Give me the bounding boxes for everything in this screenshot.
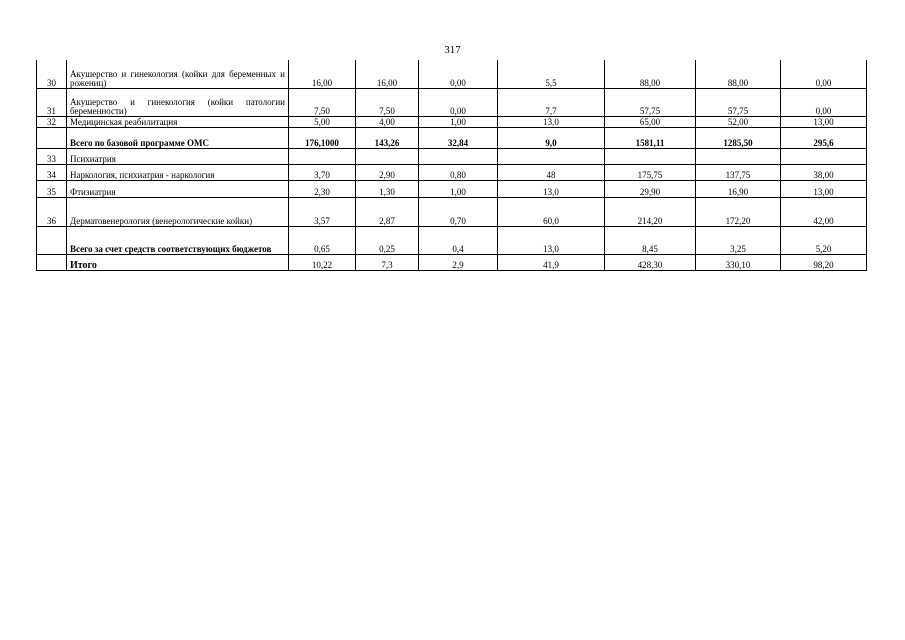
value-cell: 0,00 (781, 60, 867, 88)
data-table (36, 60, 867, 271)
row-name: Всего по базовой программе ОМС (67, 127, 289, 148)
row-name: Дерматовенерология (венерологические койки) (67, 197, 289, 226)
row-number: 33 (37, 148, 67, 164)
table-row-total (37, 127, 867, 148)
row-number (37, 226, 67, 254)
value-cell: 214,20 (605, 197, 696, 226)
value-cell: 5,5 (498, 60, 605, 88)
value-cell: 137,75 (696, 164, 781, 180)
value-cell: 13,00 (781, 116, 867, 127)
value-cell: 1,00 (419, 180, 498, 197)
row-name: Психиатрия (67, 148, 289, 164)
value-cell: 7,3 (356, 254, 419, 270)
value-cell: 41,9 (498, 254, 605, 270)
table-row (37, 164, 867, 180)
value-cell: 2,90 (356, 164, 419, 180)
row-number: 35 (37, 180, 67, 197)
value-cell: 7,50 (356, 88, 419, 116)
value-cell: 38,00 (781, 164, 867, 180)
value-cell (781, 148, 867, 164)
value-cell (605, 148, 696, 164)
value-cell: 60,0 (498, 197, 605, 226)
row-name: Всего за счет средств соответствующих бюджетов (67, 226, 289, 254)
value-cell: 98,20 (781, 254, 867, 270)
value-cell: 0,00 (419, 60, 498, 88)
row-number: 36 (37, 197, 67, 226)
value-cell: 2,30 (289, 180, 356, 197)
row-name: Акушерство и гинекология (койки для беременных и рожениц) (67, 60, 289, 88)
value-cell: 1,30 (356, 180, 419, 197)
row-name: Фтизиатрия (67, 180, 289, 197)
value-cell: 9,0 (498, 127, 605, 148)
table-row-total (37, 226, 867, 254)
value-cell: 176,1000 (289, 127, 356, 148)
value-cell: 48 (498, 164, 605, 180)
value-cell: 7,7 (498, 88, 605, 116)
value-cell: 8,45 (605, 226, 696, 254)
value-cell: 13,0 (498, 226, 605, 254)
value-cell: 295,6 (781, 127, 867, 148)
value-cell: 88,00 (696, 60, 781, 88)
value-cell (498, 148, 605, 164)
value-cell: 0,00 (419, 88, 498, 116)
value-cell: 16,00 (356, 60, 419, 88)
value-cell (289, 148, 356, 164)
row-name: Итого (67, 254, 289, 270)
row-number: 31 (37, 88, 67, 116)
table-row (37, 148, 867, 164)
value-cell: 5,20 (781, 226, 867, 254)
value-cell: 0,00 (781, 88, 867, 116)
value-cell: 0,65 (289, 226, 356, 254)
value-cell: 32,84 (419, 127, 498, 148)
table-row-grand-total (37, 254, 867, 270)
value-cell: 175,75 (605, 164, 696, 180)
value-cell (419, 148, 498, 164)
value-cell: 143,26 (356, 127, 419, 148)
value-cell: 3,25 (696, 226, 781, 254)
value-cell: 3,70 (289, 164, 356, 180)
value-cell: 57,75 (605, 88, 696, 116)
row-number: 32 (37, 116, 67, 127)
table-row (37, 60, 867, 88)
value-cell: 4,00 (356, 116, 419, 127)
row-number (37, 127, 67, 148)
value-cell: 5,00 (289, 116, 356, 127)
row-number: 30 (37, 60, 67, 88)
value-cell: 0,80 (419, 164, 498, 180)
value-cell: 3,57 (289, 197, 356, 226)
value-cell: 172,20 (696, 197, 781, 226)
value-cell: 0,25 (356, 226, 419, 254)
value-cell: 0,4 (419, 226, 498, 254)
value-cell: 57,75 (696, 88, 781, 116)
value-cell: 13,00 (781, 180, 867, 197)
value-cell: 2,9 (419, 254, 498, 270)
value-cell: 1,00 (419, 116, 498, 127)
table-row (37, 116, 867, 127)
table-row (37, 180, 867, 197)
value-cell: 88,00 (605, 60, 696, 88)
value-cell: 42,00 (781, 197, 867, 226)
table-row (37, 197, 867, 226)
value-cell: 65,00 (605, 116, 696, 127)
value-cell: 1581,11 (605, 127, 696, 148)
value-cell: 29,90 (605, 180, 696, 197)
value-cell (356, 148, 419, 164)
value-cell: 16,00 (289, 60, 356, 88)
value-cell: 0,70 (419, 197, 498, 226)
value-cell: 330,10 (696, 254, 781, 270)
value-cell: 7,50 (289, 88, 356, 116)
value-cell: 1285,50 (696, 127, 781, 148)
value-cell: 2,87 (356, 197, 419, 226)
row-name: Медицинская реабилитация (67, 116, 289, 127)
value-cell (696, 148, 781, 164)
row-number: 34 (37, 164, 67, 180)
row-number (37, 254, 67, 270)
value-cell: 428,30 (605, 254, 696, 270)
value-cell: 16,90 (696, 180, 781, 197)
row-name: Наркология, психиатрия - наркология (67, 164, 289, 180)
page-number: 317 (444, 44, 461, 56)
row-name: Акушерство и гинекология (койки патологии беременности) (67, 88, 289, 116)
value-cell: 13,0 (498, 180, 605, 197)
value-cell: 10,22 (289, 254, 356, 270)
value-cell: 52,00 (696, 116, 781, 127)
table-row (37, 88, 867, 116)
value-cell: 13,0 (498, 116, 605, 127)
